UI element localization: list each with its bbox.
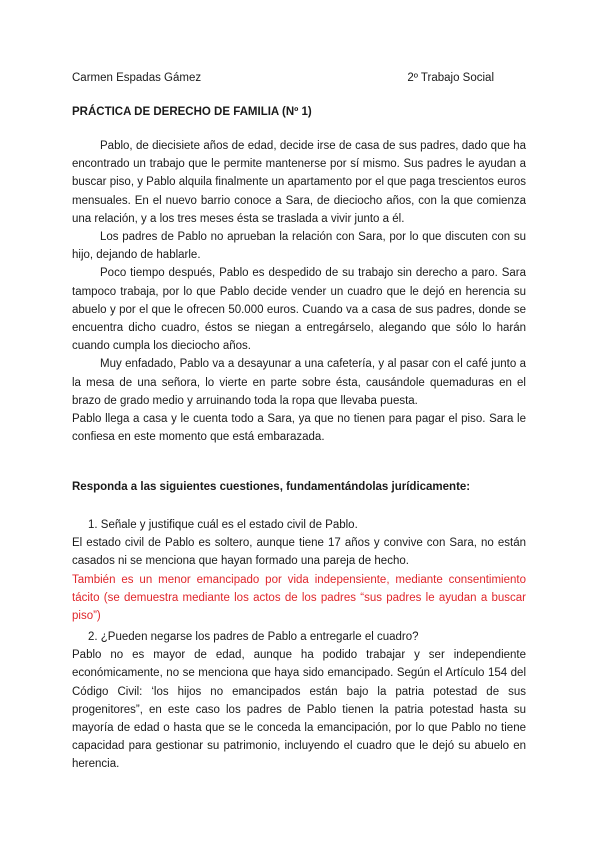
question-1	[72, 516, 526, 625]
paragraph: Los padres de Pablo no aprueban la relación con Sara, por lo que discuten con su hijo, dejando de hablarle.	[72, 231, 526, 262]
course-name: 2º Trabajo Social	[407, 72, 494, 84]
paragraph: Muy enfadado, Pablo va a desayunar a una cafetería, y al pasar con el café junto a la mesa de una señora, lo vierte en parte sobre ésta, causándole quemaduras en el brazo de grado medio y arruinando toda la ropa que llevaba puesta.	[72, 358, 526, 407]
author-name: Carmen Espadas Gámez	[72, 72, 202, 84]
page-header	[72, 72, 522, 84]
paragraph: Poco tiempo después, Pablo es despedido de su trabajo sin derecho a paro. Sara tampoco trabaja, por lo que Pablo decide vender un cuadro que le dejó en herencia su abuelo y por el que le ofrecen 50.000 euros. Cuando va a casa de sus padres, donde se encuentra dicho cuadro, éstos se niegan a entregárselo, alegando que sólo lo harán cuando cumpla los dieciocho años.	[72, 267, 526, 353]
question-label: 1. Señale y justifique cuál es el estado civil de Pablo.	[88, 519, 358, 531]
question-answer: El estado civil de Pablo es soltero, aunque tiene 17 años y convive con Sara, no están casados ni se menciona que hayan formado una pareja de hecho.	[72, 537, 526, 568]
question-2	[72, 628, 526, 774]
page-title: PRÁCTICA DE DERECHO DE FAMILIA (Nº 1)	[72, 106, 312, 118]
paragraph: Pablo, de diecisiete años de edad, decide irse de casa de sus padres, dado que ha encontrado un trabajo que le permite mantenerse por sí mismo. Sus padres le ayudan a buscar piso, y Pablo alquila finalmente un apartamento por el que paga trescientos euros mensuales. En el nuevo barrio conoce a Sara, de dieciocho años, con la que comienza una relación, y a los tres meses ésta se traslada a vivir junto a él.	[72, 140, 526, 225]
question-note: También es un menor emancipado por vida indepensiente, mediante consentimiento tácito (se demuestra mediante los actos de los padres “sus padres le ayudan a buscar piso”)	[72, 573, 526, 623]
questions-heading: Responda a las siguientes cuestiones, fundamentándolas jurídicamente:	[72, 481, 471, 493]
paragraph: Pablo llega a casa y le cuenta todo a Sara, ya que no tienen para pagar el piso. Sara le confiesa en este momento que está embarazada.	[72, 413, 526, 444]
question-answer: Pablo no es mayor de edad, aunque ha podido trabajar y ser independiente económicamente, no se menciona que haya sido emancipado. Según el Artículo 154 del Código Civil: ‘los hijos no emancipados están bajo la patria potestad de sus progenitores”, en este caso los padres de Pablo tienen la patria potestad hasta su mayoría de edad o hasta que se le conceda la emancipación, por lo que Pablo no tiene capacidad para gestionar su patrimonio, incluyendo el cuadro que le dejó su abuelo en herencia.	[72, 649, 526, 771]
question-label: 2. ¿Pueden negarse los padres de Pablo a entregarle el cuadro?	[88, 631, 419, 643]
case-statement	[72, 137, 526, 446]
